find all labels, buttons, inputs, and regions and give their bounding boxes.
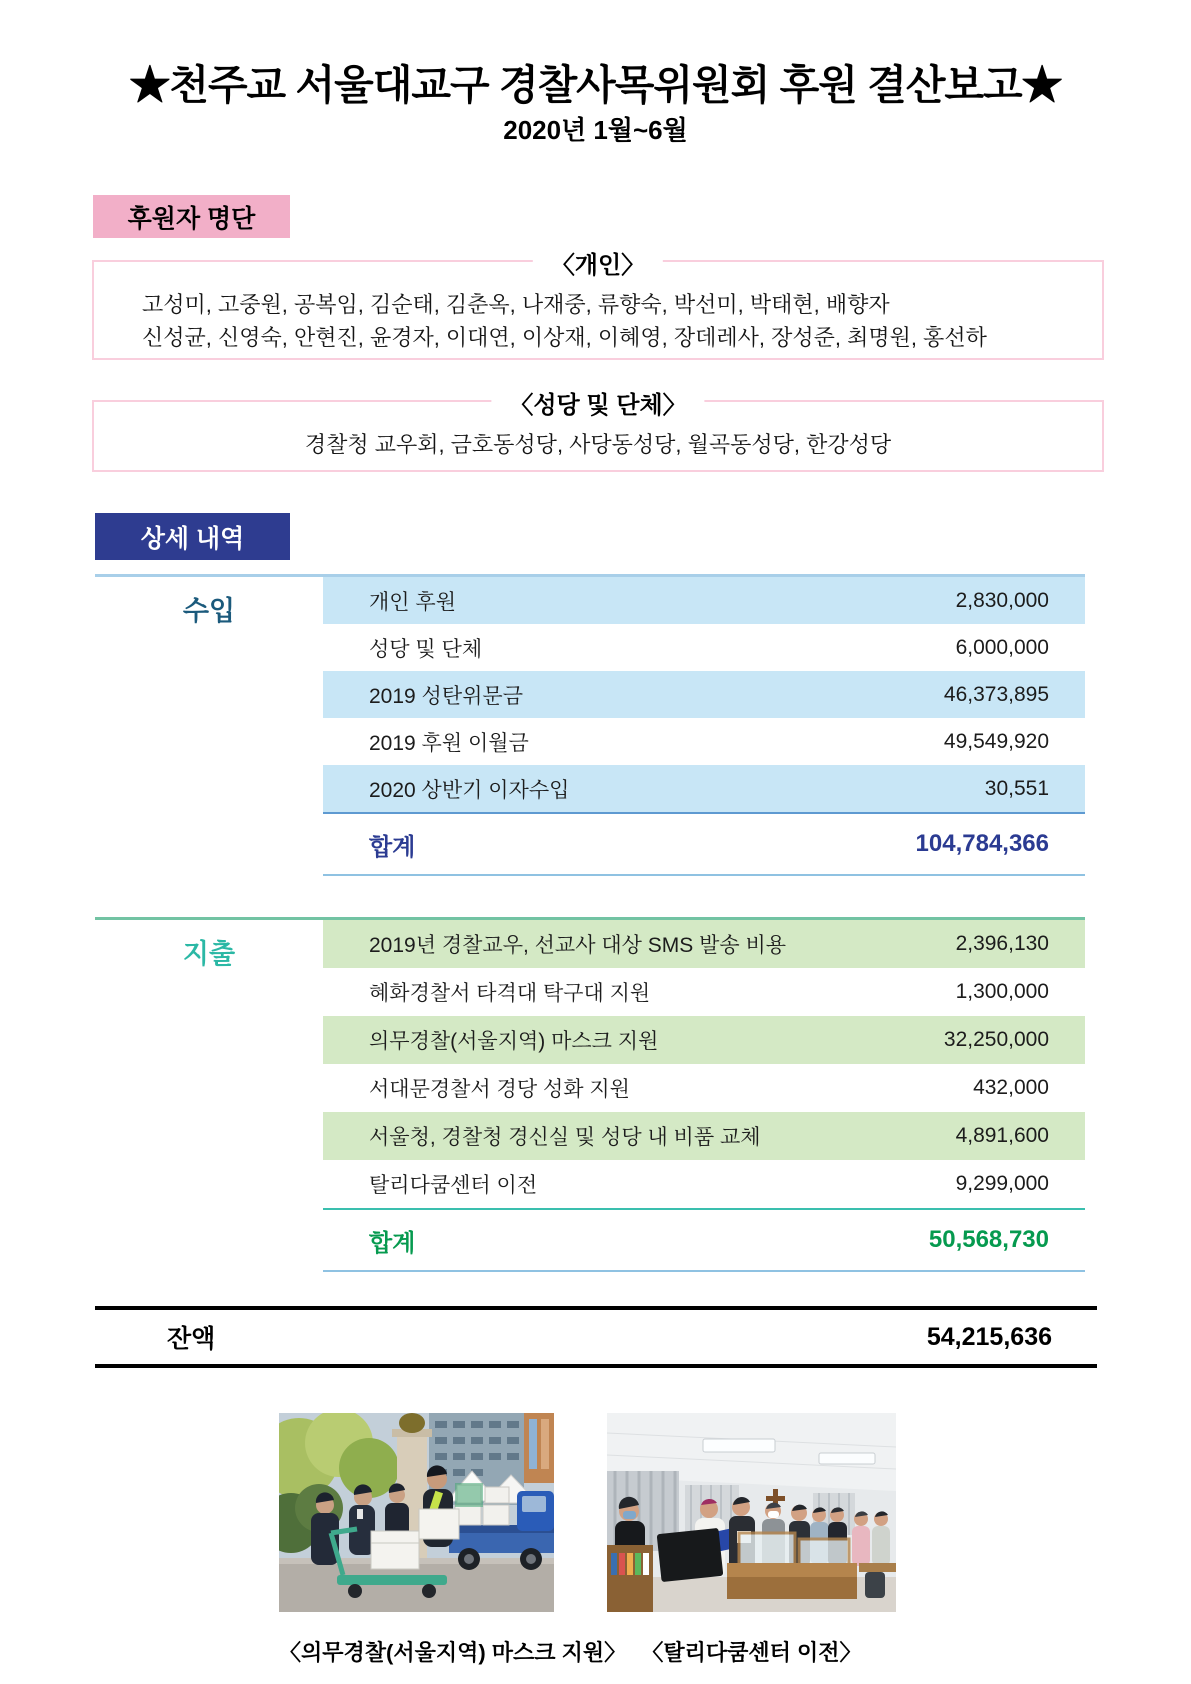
row-label: 서울청, 경찰청 경신실 및 성당 내 비품 교체: [369, 1126, 761, 1149]
row-value: 9,299,000: [955, 1172, 1049, 1195]
table-row: [323, 1160, 1085, 1208]
expense-total-label: 합계: [369, 1229, 416, 1257]
expense-section-label: 지출: [182, 939, 236, 969]
table-row: [323, 920, 1085, 968]
table-row: [323, 577, 1085, 624]
row-value: 30,551: [984, 776, 1049, 800]
table-row: [323, 765, 1085, 812]
mask-delivery-illustration: [279, 1413, 554, 1612]
table-row: [323, 1016, 1085, 1064]
group-donors-box: [92, 392, 1104, 472]
table-row: [323, 1112, 1085, 1160]
photo-mask-delivery: [279, 1413, 627, 1667]
donor-list-badge: 후원자 명단: [93, 195, 290, 238]
row-label: 2020 상반기 이자수입: [369, 778, 570, 802]
row-label: 성당 및 단체: [369, 637, 483, 661]
table-row: [323, 718, 1085, 765]
income-rows: [323, 577, 1085, 876]
page-title: ★천주교 서울대교구 경찰사목위원회 후원 결산보고★: [129, 62, 1062, 108]
photo-caption: 〈의무경찰(서울지역) 마스크 지원〉: [279, 1640, 627, 1665]
table-row: [323, 624, 1085, 671]
details-badge: 상세 내역: [95, 513, 290, 560]
row-label: 2019년 경찰교우, 선교사 대상 SMS 발송 비용: [369, 934, 787, 957]
expense-total-row: [323, 1208, 1085, 1272]
table-row: [323, 1064, 1085, 1112]
group-donors-line: 경찰청 교우회, 금호동성당, 사당동성당, 월곡동성당, 한강성당: [304, 432, 892, 457]
balance-value: 54,215,636: [926, 1322, 1052, 1351]
row-label: 2019 성탄위문금: [369, 684, 523, 708]
expense-section: [95, 917, 1085, 1272]
group-donors-heading: 〈성당 및 단체〉: [491, 385, 704, 420]
row-label: 개인 후원: [369, 590, 456, 614]
row-label: 탈리다쿰센터 이전: [369, 1174, 538, 1197]
photo-center-relocation: [607, 1413, 896, 1667]
row-label: 혜화경찰서 타격대 탁구대 지원: [369, 982, 651, 1005]
row-value: 4,891,600: [955, 1124, 1049, 1147]
income-total-row: [323, 812, 1085, 876]
row-value: 2,830,000: [955, 588, 1049, 612]
row-value: 6,000,000: [955, 635, 1049, 659]
row-value: 432,000: [973, 1076, 1049, 1099]
row-label: 의무경찰(서울지역) 마스크 지원: [369, 1030, 659, 1053]
center-relocation-illustration: [607, 1413, 896, 1612]
income-total-label: 합계: [369, 833, 416, 861]
row-label: 2019 후원 이월금: [369, 731, 529, 755]
table-row: [323, 968, 1085, 1016]
income-section: [95, 574, 1085, 876]
individual-donors-box: [92, 252, 1104, 360]
expense-total-value: 50,568,730: [928, 1226, 1049, 1253]
photo-caption: 〈탈리다쿰센터 이전〉: [641, 1640, 862, 1665]
individual-donors-heading: 〈개인〉: [533, 245, 663, 280]
balance-label: 잔액: [167, 1325, 216, 1353]
page-subtitle: 2020년 1월~6월: [503, 115, 688, 145]
balance-row: [95, 1306, 1097, 1368]
row-value: 49,549,920: [943, 729, 1049, 753]
expense-rows: [323, 920, 1085, 1272]
income-section-label: 수입: [182, 596, 236, 626]
table-row: [323, 671, 1085, 718]
row-value: 1,300,000: [955, 980, 1049, 1003]
individual-donors-line-2: 신성균, 신영숙, 안현진, 윤경자, 이대연, 이상재, 이혜영, 장데레사, 장성준, 최명원, 홍선하: [142, 325, 987, 350]
row-value: 32,250,000: [943, 1028, 1049, 1051]
income-total-value: 104,784,366: [915, 830, 1049, 857]
row-value: 46,373,895: [943, 682, 1049, 706]
individual-donors-line-1: 고성미, 고중원, 공복임, 김순태, 김춘옥, 나재중, 류향숙, 박선미, 박태현, 배향자: [142, 292, 890, 317]
row-label: 서대문경찰서 경당 성화 지원: [369, 1078, 630, 1101]
row-value: 2,396,130: [955, 932, 1049, 955]
